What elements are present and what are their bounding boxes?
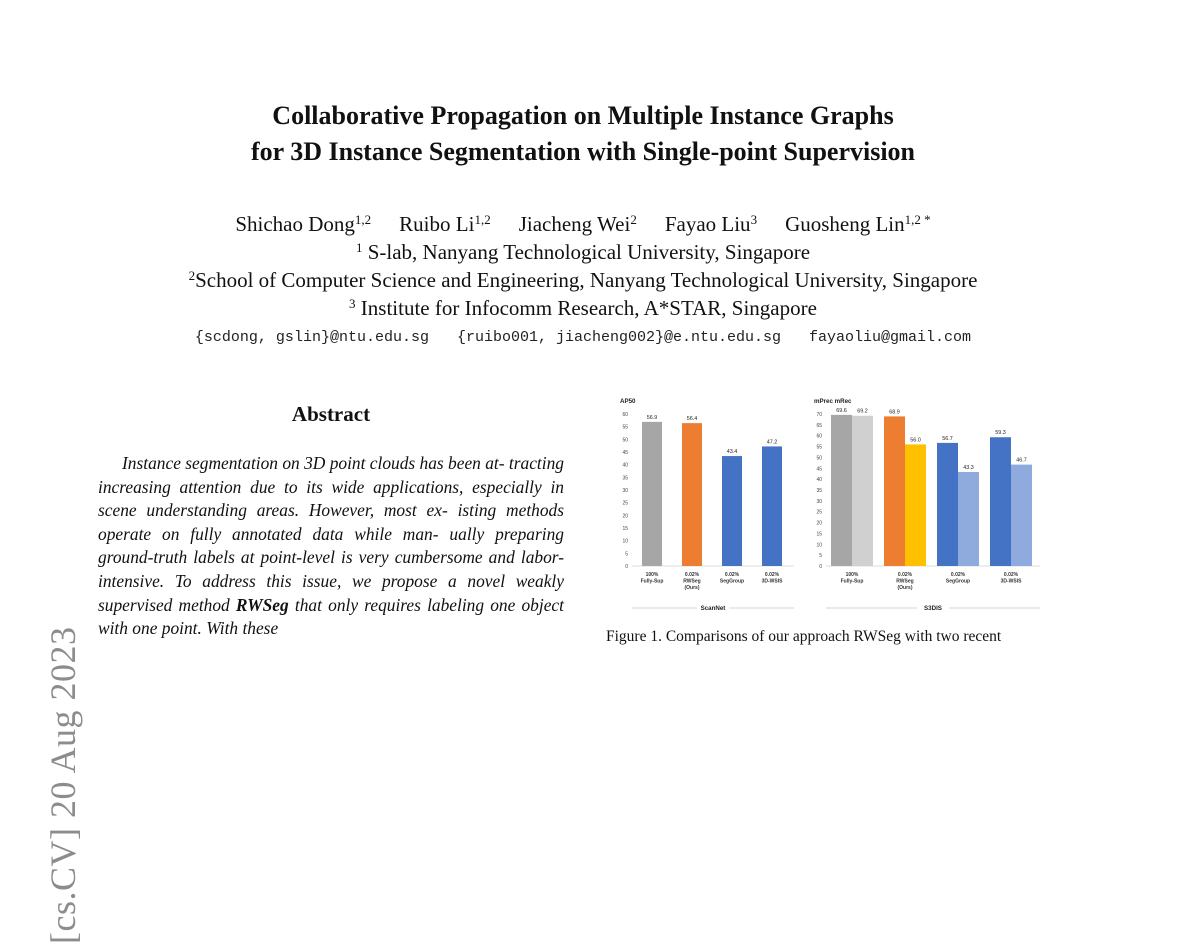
affiliation-1: $^1$ S-lab, Nanyang Technological University, Singapore — [0, 238, 1166, 266]
bar — [642, 422, 662, 566]
data-label: 68.9 — [889, 409, 900, 415]
bar — [852, 416, 873, 566]
figure-1-bar-charts — [612, 392, 1052, 620]
category-label: 0.02% — [685, 572, 700, 578]
y-tick-label: 60 — [816, 434, 822, 440]
title-line-1: Collaborative Propagation on Multiple Instance Graphs — [0, 98, 1166, 134]
category-label: (Ours) — [898, 585, 913, 591]
abstract-heading: Abstract — [98, 402, 564, 427]
data-label: 59.3 — [995, 430, 1006, 436]
category-label: 0.02% — [898, 572, 913, 578]
category-label: 3D-WSIS — [1001, 579, 1023, 585]
email[interactable]: {scdong, gslin}@ntu.edu.sg — [195, 329, 429, 346]
y-tick-label: 55 — [622, 425, 628, 431]
author: Jiacheng Wei$^2$ — [519, 212, 637, 236]
category-label: SegGroup — [720, 579, 744, 585]
data-label: 43.3 — [963, 465, 974, 471]
category-label: Fully-Sup — [641, 579, 664, 585]
bar — [884, 416, 905, 566]
affiliation-2: $^2$School of Computer Science and Engineering, Nanyang Technological University, Singapore — [0, 266, 1166, 294]
y-tick-label: 5 — [819, 553, 822, 559]
category-label: RWSeg — [896, 579, 913, 585]
bar — [682, 423, 702, 566]
category-label: 0.02% — [1004, 572, 1019, 578]
y-tick-label: 10 — [816, 542, 822, 548]
author: Guosheng Lin$^{1,2 *}$ — [785, 212, 931, 236]
y-tick-label: 55 — [816, 445, 822, 451]
category-label: 3D-WSIS — [762, 579, 784, 585]
category-label: 100% — [646, 572, 659, 578]
title-line-2: for 3D Instance Segmentation with Single-point Supervision — [0, 134, 1166, 170]
category-label: SegGroup — [946, 579, 970, 585]
data-label: 56.7 — [942, 436, 953, 442]
dataset-label: ScanNet — [701, 605, 726, 612]
bar — [722, 456, 742, 566]
y-tick-label: 35 — [816, 488, 822, 494]
bar — [1011, 465, 1032, 566]
method-name: RWSeg — [236, 595, 289, 615]
data-label: 46.7 — [1016, 458, 1027, 464]
affiliation-3: $^3$ Institute for Infocomm Research, A*STAR, Singapore — [0, 294, 1166, 322]
figure-caption: Figure 1. Comparisons of our approach RWSeg with two recent — [606, 628, 1001, 646]
author-list — [0, 210, 1166, 238]
y-tick-label: 25 — [622, 501, 628, 507]
email[interactable]: {ruibo001, jiacheng002}@e.ntu.edu.sg — [457, 329, 781, 346]
category-label: RWSeg — [683, 579, 700, 585]
data-label: 47.2 — [767, 439, 778, 445]
y-axis-label: AP50 — [620, 398, 636, 405]
category-label: 0.02% — [951, 572, 966, 578]
y-tick-label: 35 — [622, 475, 628, 481]
bar — [831, 415, 852, 566]
dataset-label: S3DIS — [924, 605, 942, 612]
author: Ruibo Li$^{1,2}$ — [399, 212, 491, 236]
y-tick-label: 5 — [625, 551, 628, 557]
arxiv-stamp: [cs.CV] 20 Aug 2023 — [42, 627, 84, 944]
bar — [762, 446, 782, 566]
data-label: 69.6 — [836, 408, 847, 414]
bar — [905, 444, 926, 566]
y-tick-label: 20 — [622, 513, 628, 519]
data-label: 43.4 — [727, 449, 738, 455]
email[interactable]: fayaoliu@gmail.com — [809, 329, 971, 346]
category-label: 0.02% — [765, 572, 780, 578]
paper-title — [0, 98, 1166, 170]
author: Shichao Dong$^{1,2}$ — [235, 212, 371, 236]
y-tick-label: 0 — [625, 564, 628, 570]
y-tick-label: 25 — [816, 510, 822, 516]
y-tick-label: 30 — [816, 499, 822, 505]
y-tick-label: 50 — [622, 437, 628, 443]
arxiv-sidebar — [14, 296, 70, 648]
y-tick-label: 10 — [622, 539, 628, 545]
category-label: Fully-Sup — [841, 579, 864, 585]
data-label: 69.2 — [857, 409, 868, 415]
bar — [990, 437, 1011, 566]
y-axis-label: mPrec mRec — [814, 398, 852, 405]
abstract-body — [98, 452, 564, 641]
y-tick-label: 70 — [816, 412, 822, 418]
data-label: 56.0 — [910, 437, 921, 443]
y-tick-label: 60 — [622, 412, 628, 418]
bar — [937, 443, 958, 566]
y-tick-label: 20 — [816, 521, 822, 527]
y-tick-label: 50 — [816, 455, 822, 461]
y-tick-label: 15 — [816, 531, 822, 537]
y-tick-label: 40 — [622, 463, 628, 469]
y-tick-label: 0 — [819, 564, 822, 570]
y-tick-label: 15 — [622, 526, 628, 532]
category-label: 0.02% — [725, 572, 740, 578]
category-label: 100% — [846, 572, 859, 578]
data-label: 56.4 — [687, 416, 698, 422]
y-tick-label: 40 — [816, 477, 822, 483]
bar — [958, 472, 979, 566]
y-tick-label: 45 — [622, 450, 628, 456]
data-label: 56.9 — [647, 415, 658, 421]
category-label: (Ours) — [685, 585, 700, 591]
y-tick-label: 30 — [622, 488, 628, 494]
email-list — [0, 329, 1166, 346]
y-tick-label: 45 — [816, 466, 822, 472]
y-tick-label: 65 — [816, 423, 822, 429]
author: Fayao Liu$^3$ — [665, 212, 757, 236]
abstract-paragraph: Instance segmentation on 3D point clouds has been at- tracting increasing attention due to its wide applications, especially in scene understanding areas. However, most ex- isting methods operate on fully annotated data while man- ually preparing ground-truth labels at point-level is very cumbersome and labor-intensive. To address this issue, we propose a novel weakly supervised method RWSeg that only requires labeling one object with one point. With these — [98, 452, 564, 641]
